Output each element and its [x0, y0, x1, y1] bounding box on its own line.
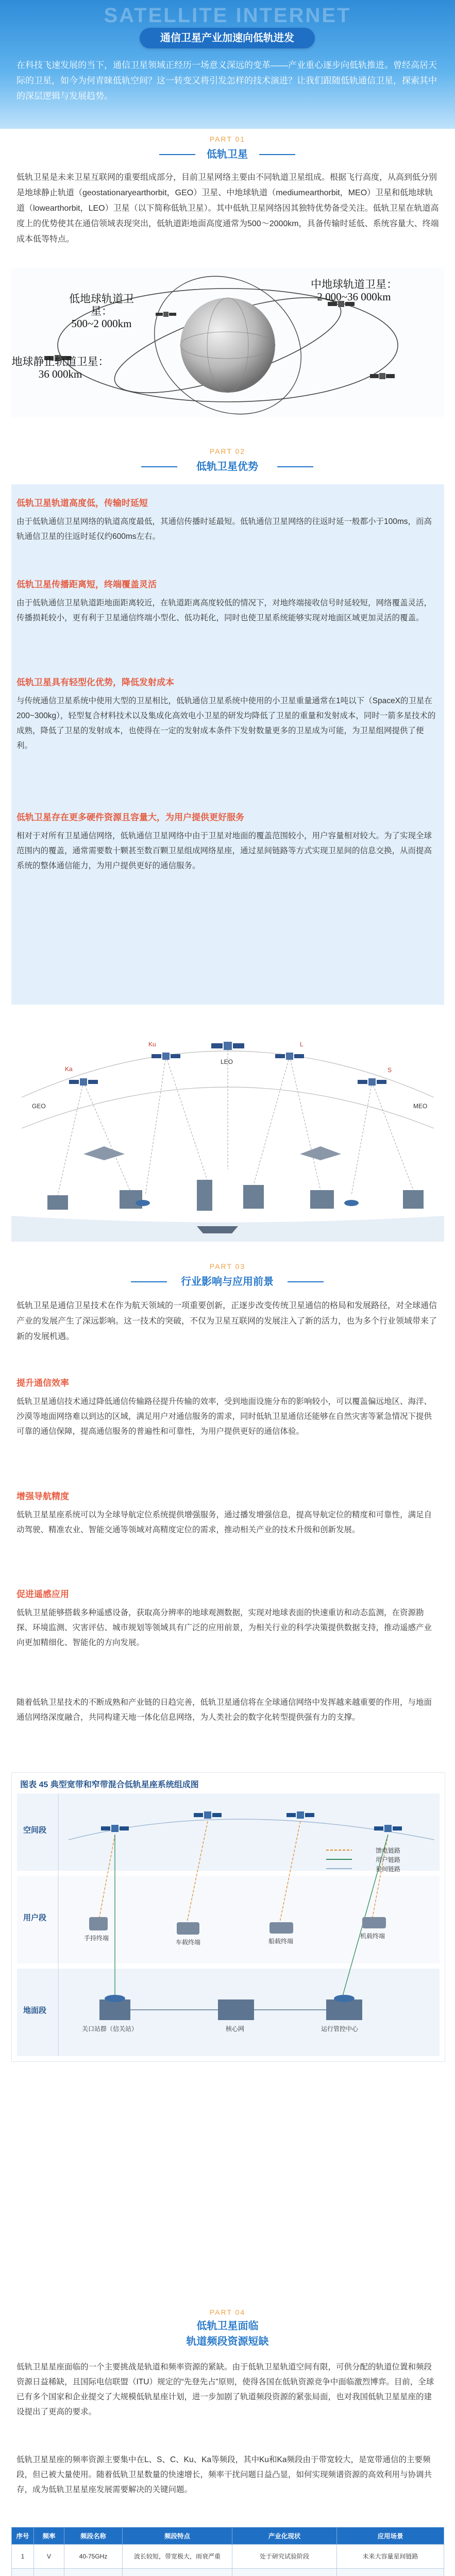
frequency-band-table [11, 2527, 444, 2576]
impact-3-text: 低轨卫星能够搭载多种遥感设备，获取高分辨率的地球观测数据，实现对地球表面的快速重访和动态监测，在资源勘探、环境监测、灾害评估、城市规划等领域具有广泛的应用前景，为相关行业的科学决策提供数据支持，推动遥感产业向更加精细化、智能化的方向发展。 [16, 1608, 432, 1647]
table-cell: 处于研究试验阶段 [232, 2545, 337, 2569]
advantage-2-heading: 低轨卫星传播距离短，终端覆盖灵活 [16, 580, 157, 589]
terminal-label-aircraft: 机载终端 [360, 1933, 385, 1940]
control-center-icon [326, 1999, 362, 2020]
table-cell [232, 2569, 337, 2576]
meo-orbit-name: 中地球轨道卫星： [311, 278, 397, 291]
gateway-stations-label: 关口站群（信关站） [82, 2025, 138, 2032]
aircraft-terminal-icon [362, 1917, 386, 1928]
spectrum-paragraph-1: 低轨卫星星座面临的一个主要挑战是轨道和频率资源的紧缺。由于低轨卫星轨道空间有限，可供分配的轨道位置和频段资源日益稀缺，且国际电信联盟（ITU）规定的“先登先占”原则，使得各国在低轨资源竞争中面临激烈博弈。目前，全球已有多个国家和企业提交了大规模低轨星座计划，进一步加剧了轨道频段资源的紧张局面，也对我国低轨卫星星座的建设提出了更高的要求。 [16, 2363, 434, 2416]
advantage-3-text: 与传统通信卫星系统中使用大型的卫星相比，低轨通信卫星系统中使用的小卫星重量通常在1吨以下（SpaceX的卫星在200~300kg），轻型复合材料技术以及集成化高效电小卫星的研发均降低了卫星的重量和发射成本，同时一箭多星技术的成熟，降低了卫星的发射成本，也使得在一定的发射成本条件下发射数量更多的卫星成为可能，为卫星组网提供了便利。 [16, 697, 436, 750]
space-segment-label: 空间段 [23, 1826, 47, 1835]
table-cell: 1 [12, 2545, 34, 2569]
advantage-1-heading: 低轨卫星轨道高度低，传输时延短 [16, 498, 148, 508]
building-icon [403, 1190, 424, 1209]
satellite-icon [156, 312, 176, 317]
section-title-spectrum-line2: 轨道频段资源短缺 [186, 2336, 269, 2347]
orbit-label-meo: MEO [413, 1103, 428, 1110]
table-cell [123, 2569, 232, 2576]
impact-2-text: 低轨卫星星座系统可以为全球导航定位系统提供增强服务，通过播发增强信息，提高导航定位的精度和可靠性，满足自动驾驶、精准农业、智能交通等领域对高精度定位的需求，推动相关产业的技术升级和创新发展。 [16, 1511, 432, 1534]
leo-orbit-altitude: 500~2 000km [71, 317, 132, 330]
leo-orbit-name: 低地球轨道卫星： [69, 293, 134, 317]
dish-antenna-icon [344, 1200, 359, 1206]
dish-antenna-icon [334, 1995, 355, 2002]
dish-antenna-icon [105, 1995, 125, 2002]
banner-watermark: SATELLITE INTERNET [104, 4, 351, 27]
terminal-label-vehicle: 车载终端 [176, 1939, 201, 1946]
ground-segment-label: 地面段 [23, 2006, 47, 2015]
impact-1-heading: 提升通信效率 [16, 1378, 69, 1388]
header-banner [0, 0, 455, 129]
band-label-l: L [300, 1041, 304, 1048]
building-icon [310, 1190, 334, 1209]
terminal-label-ship: 船载终端 [268, 1938, 294, 1945]
ops-center-label: 运行管控中心 [321, 2025, 359, 2032]
table-header-cell: 频段特点 [123, 2528, 232, 2545]
part-04-number: PART 04 [209, 2308, 246, 2316]
table-cell: 波长较短，带宽极大，雨衰严重 [123, 2545, 232, 2569]
table-row [12, 2545, 444, 2569]
building-icon [120, 1190, 142, 1209]
vehicle-terminal-icon [177, 1922, 199, 1935]
core-network-icon [218, 1999, 254, 2020]
impact-1-text: 低轨卫星通信技术通过降低通信传输路径提升传输的效率，受到地面设施分布的影响较小，可以覆盖偏远地区、海洋、沙漠等地面网络难以到达的区域，满足用户对通信服务的需求，同时低轨卫星通信还能够在自然灾害等紧急情况下提供可靠的通信保障，提高通信服务的普遍性和可靠性，为用户提供更好的通信体验。 [16, 1397, 432, 1436]
orbit-label-geo: GEO [32, 1103, 46, 1110]
ship-icon [197, 1226, 238, 1233]
table-cell [12, 2569, 34, 2576]
table-cell: 未来大容量星间链路 [337, 2545, 444, 2569]
impact-outro: 随着低轨卫星技术的不断成熟和产业链的日趋完善，低轨卫星通信将在全球通信网络中发挥越来越重要的作用，与地面通信网络深度融合，共同构建天地一体化信息网络，为人类社会的数字化转型提供强有力的支撑。 [16, 1698, 432, 1722]
core-network-label: 核心网 [226, 2025, 245, 2032]
band-label-s: S [387, 1066, 392, 1074]
table-row [12, 2569, 444, 2576]
earth-globe [180, 298, 275, 393]
intro-paragraph: 在科技飞速发展的当下，通信卫星领域正经历一场意义深远的变革——产业重心逐步向低轨推进。曾经高居天际的卫星，如今为何青睐低轨空间？这一转变又将引发怎样的技术演进？让我们跟随低轨通信卫星，探索其中的深层逻辑与发展趋势。 [16, 60, 437, 101]
aircraft-icon [83, 1146, 125, 1160]
impact-3-heading: 促进遥感应用 [16, 1589, 69, 1599]
constellation-architecture-figure [11, 1772, 445, 2062]
meo-orbit-label [308, 278, 400, 303]
section-title-advantages: 低轨卫星优势 [183, 457, 271, 476]
advantage-2-text: 由于低轨通信卫星轨道距地面距离较近，在轨道距离高度较低的情况下，对地终端接收信号时延较短，网络覆盖灵活，传播损耗较小，更有利于卫星通信终端小型化、低功耗化，同时也使卫星系统能够实现对地面区域更加灵活的覆盖。 [16, 599, 432, 622]
band-label-ku: Ku [148, 1041, 156, 1048]
impact-intro: 低轨卫星是通信卫星技术在作为航天领域的一项重要创新，正逐步改变传统卫星通信的格局和发展路径，对全球通信产业的发展产生了深远影响。这一技术的突破，不仅为卫星互联网的发展注入了新的活力，也为多个行业领域带来了新的发展机遇。 [16, 1301, 437, 1341]
geo-orbit-label [11, 355, 109, 380]
section-title-impact: 行业影响与应用前景 [173, 1273, 281, 1291]
advantage-4-heading: 低轨卫星存在更多硬件资源且容量大，为用户提供更好服务 [16, 812, 244, 822]
impact-2-heading: 增强导航精度 [16, 1492, 69, 1501]
section-title-spectrum-line1: 低轨卫星面临 [196, 2320, 259, 2332]
table-header-row [12, 2528, 444, 2545]
geo-orbit-altitude: 36 000km [38, 368, 82, 380]
legend-feeder-link: 馈电链路 [376, 1847, 401, 1854]
part-02-number: PART 02 [209, 447, 246, 455]
table-header-cell: 应用场景 [337, 2528, 444, 2545]
legend-inter-satellite-link: 星间链路 [376, 1866, 401, 1873]
satellite-icon [358, 1078, 386, 1086]
table-cell: V [34, 2545, 64, 2569]
advantage-3-heading: 低轨卫星具有轻型化优势，降低发射成本 [16, 677, 174, 687]
table-header-cell: 产业化现状 [232, 2528, 337, 2545]
section-title-spectrum [0, 2318, 455, 2349]
table-cell: 40-75GHz [64, 2545, 123, 2569]
table-header-cell: 序号 [12, 2528, 34, 2545]
table-cell [34, 2569, 64, 2576]
satellite-icon [69, 1078, 98, 1086]
gateway-station-icon [99, 1999, 130, 2020]
building-icon [243, 1185, 264, 1209]
part-01-number: PART 01 [209, 135, 246, 143]
advantage-1-text: 由于低轨通信卫星网络的轨道高度最低，其通信传播时延最短。低轨通信卫星网络的往返时延一般都小于100ms，而高轨通信卫星的往返时延仅约600ms左右。 [16, 517, 432, 541]
meo-orbit-altitude: 2 000~36 000km [317, 291, 391, 303]
article-title: 通信卫星产业加速向低轨进发 [140, 28, 315, 48]
building-icon [47, 1195, 68, 1210]
orbit-label-leo: LEO [221, 1058, 233, 1065]
section-title-leo: 低轨卫星 [201, 145, 253, 164]
leo-orbit-label [63, 293, 140, 330]
satellite-icon [211, 1042, 244, 1050]
user-segment-label: 用户段 [23, 1913, 47, 1922]
leo-intro-paragraph: 低轨卫星是未来卫星互联网的重要组成部分，目前卫星网络主要由不同轨道卫星组成。根据飞行高度，从高到低分别是地球静止轨道（geostationaryearthorbit，GEO）卫星、中地球轨道（mediumearthorbit，MEO）卫星和低地球轨道（lowearthorbit，LEO）卫星（以下简称低轨卫星）。其中低轨卫星网络因其独特优势备受关注。低轨卫星在轨道高度上的优势使其在通信领域表现突出，低轨道距地面高度通常为500～2000km，具备传输时延低、系统容量大、终端成本低等特点。 [16, 173, 439, 244]
advantage-4-text: 相对于对所有卫星通信网络，低轨通信卫星网络中由于卫星对地面的覆盖范围较小，用户容量相对较大。为了实现全球范围内的覆盖，通常需要数十颗甚至数百颗卫星组成网络星座，通过星间链路等方式实现卫星间的信息交换，从而提高系统的整体通信能力，为用户提供更好的通信服务。 [16, 832, 432, 870]
table-cell [337, 2569, 444, 2576]
geo-orbit-name: 地球静止轨道卫星： [11, 355, 109, 368]
satellite-network-diagram [11, 1025, 444, 1242]
orbit-diagram [11, 268, 444, 417]
legend-user-link: 用户链路 [376, 1856, 401, 1863]
aircraft-icon [300, 1146, 341, 1160]
figure-caption: 图表 45 典型宽带和窄带混合低轨星座系统组成图 [20, 1781, 199, 1789]
band-label-ka: Ka [65, 1065, 73, 1073]
ship-terminal-icon [269, 1922, 293, 1934]
table-header-cell: 频段名称 [64, 2528, 123, 2545]
handheld-terminal-icon [89, 1917, 108, 1930]
table-header-cell: 频率 [34, 2528, 64, 2545]
table-cell [64, 2569, 123, 2576]
part-03-number: PART 03 [209, 1262, 246, 1270]
tower-icon [197, 1180, 212, 1211]
terminal-label-handheld: 手持终端 [84, 1935, 109, 1942]
spectrum-paragraph-2: 低轨卫星星座的频率资源主要集中在L、S、C、Ku、Ka等频段，其中Ku和Ka频段由于带宽较大，是宽带通信的主要频段，但已被大量使用。随着低轨卫星数量的快速增长，频率干扰问题日益凸显，如何实现频谱资源的高效利用与协调共存，成为低轨卫星星座发展需要解决的关键问题。 [16, 2455, 432, 2494]
dish-antenna-icon [136, 1200, 150, 1206]
